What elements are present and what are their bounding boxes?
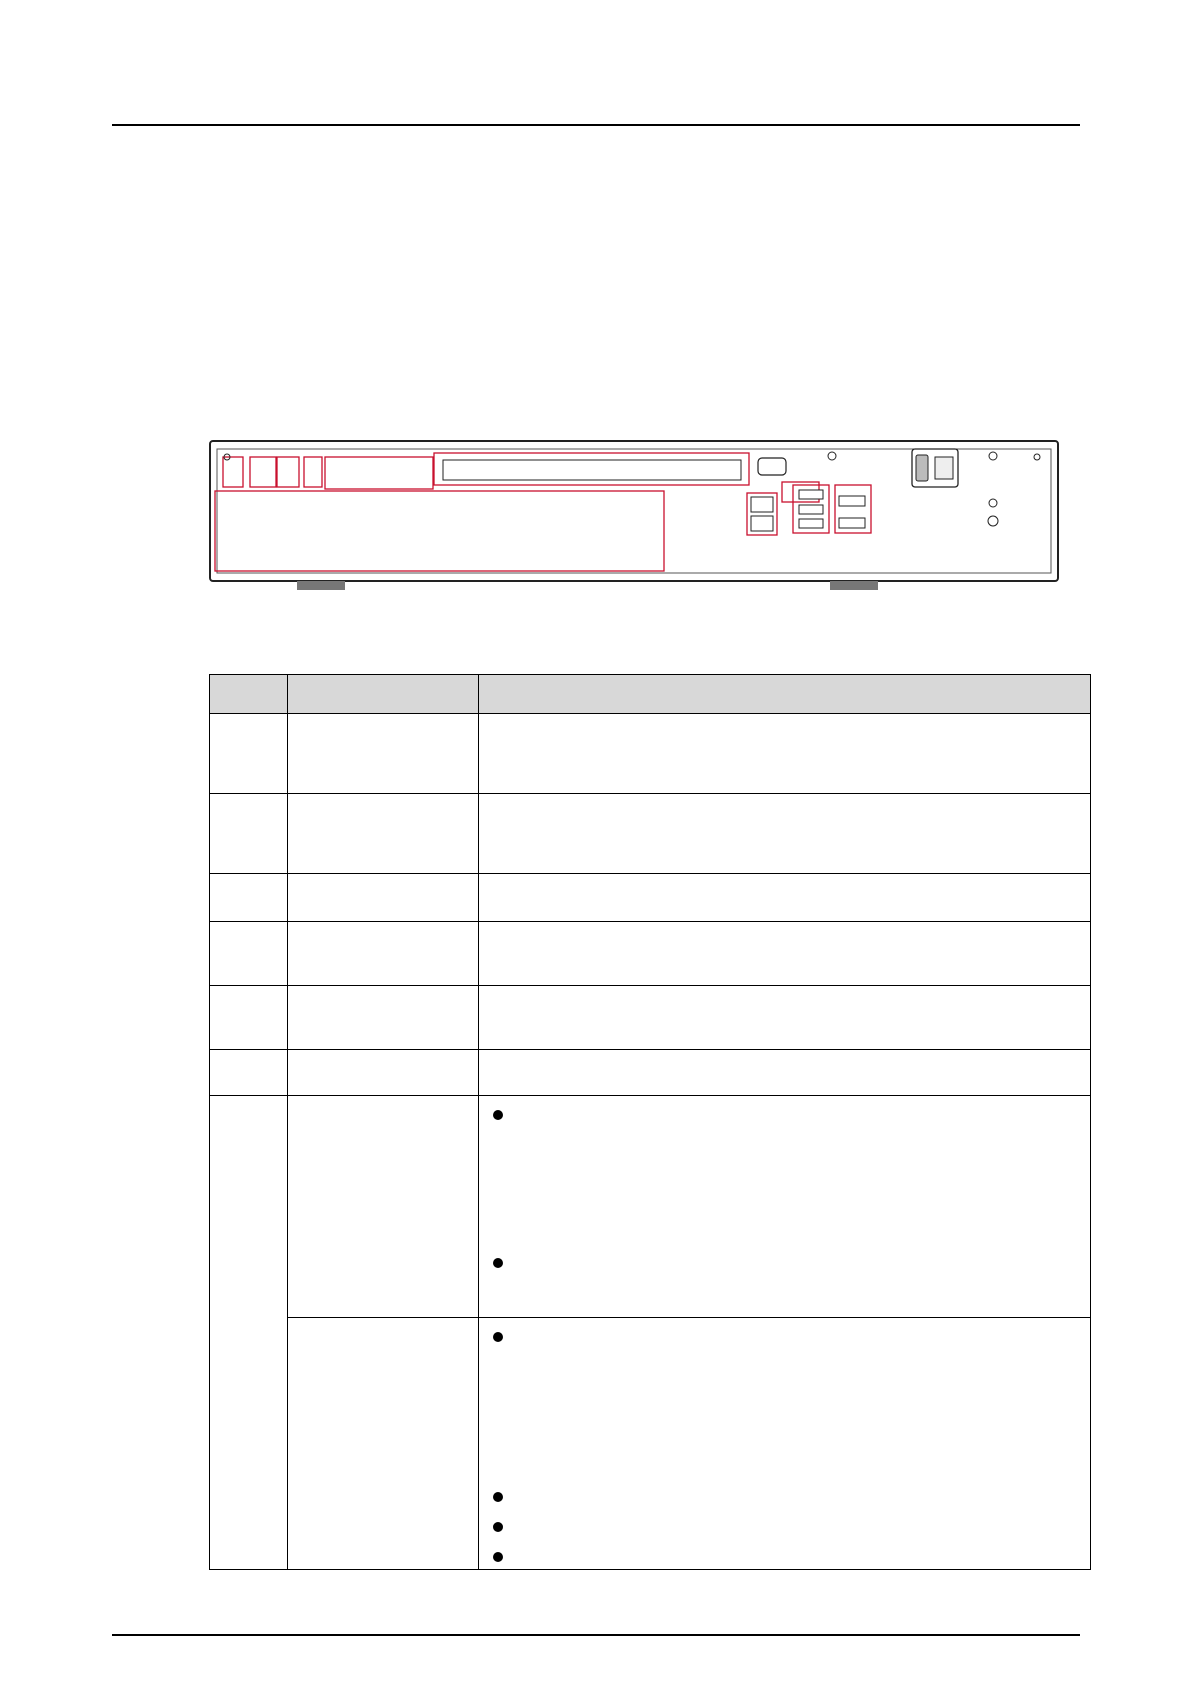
row-no <box>210 922 288 986</box>
row-no-merged <box>210 1096 288 1570</box>
rear-panel-figure <box>205 393 1065 619</box>
foot-right <box>830 581 878 590</box>
row-desc <box>479 794 1091 874</box>
bullet-item <box>493 1318 1076 1348</box>
foot-left <box>297 581 345 590</box>
bullet-icon <box>493 1332 503 1342</box>
row-desc <box>479 986 1091 1050</box>
table-row <box>210 922 1091 986</box>
row-name <box>288 1050 479 1096</box>
hdmi-port-2 <box>839 518 865 528</box>
screw-top-left <box>828 452 836 460</box>
table-row <box>210 1050 1091 1096</box>
table-row <box>210 1096 1091 1318</box>
row-name <box>288 874 479 922</box>
row-name <box>288 1096 479 1318</box>
table-header-row <box>210 675 1091 714</box>
row-no <box>210 874 288 922</box>
col-name-header <box>288 675 479 714</box>
ground-terminal <box>988 516 998 526</box>
power-socket <box>935 457 953 479</box>
row-desc-bullets <box>479 1096 1091 1318</box>
screw-right <box>989 499 997 507</box>
port-description-table <box>209 674 1091 1570</box>
row-no <box>210 986 288 1050</box>
bullet-icon <box>493 1552 503 1562</box>
row-no <box>210 794 288 874</box>
screw-top-right <box>989 452 997 460</box>
bullet-item <box>493 1096 1076 1126</box>
row-no <box>210 714 288 794</box>
hdmi-port-1 <box>839 496 865 506</box>
vga-port <box>758 458 786 475</box>
row-name <box>288 794 479 874</box>
row-desc <box>479 922 1091 986</box>
row-desc <box>479 714 1091 794</box>
usb-port-2 <box>799 519 823 528</box>
table-row <box>210 794 1091 874</box>
power-switch <box>916 455 928 481</box>
brand-logo <box>122 72 262 124</box>
table-row <box>210 986 1091 1050</box>
footer-rule <box>112 1634 1080 1636</box>
bullet-item <box>493 1538 1076 1568</box>
rs232-port <box>751 516 773 531</box>
table-row <box>210 874 1091 922</box>
row-desc <box>479 874 1091 922</box>
row-no <box>210 1050 288 1096</box>
bullet-icon <box>493 1492 503 1502</box>
screw-b <box>1034 454 1040 460</box>
row-desc-bullets <box>479 1318 1091 1570</box>
col-no-header <box>210 675 288 714</box>
col-desc-header <box>479 675 1091 714</box>
alarm-terminal-block <box>443 460 741 480</box>
bullet-icon <box>493 1258 503 1268</box>
row-desc <box>479 1050 1091 1096</box>
bullet-item <box>493 1508 1076 1538</box>
bullet-item <box>493 1244 1076 1274</box>
row-name <box>288 1318 479 1570</box>
table-row <box>210 1318 1091 1570</box>
esata-port <box>799 490 823 499</box>
usb-port-1 <box>799 505 823 514</box>
header-rule <box>112 124 1080 126</box>
row-name <box>288 922 479 986</box>
bullet-icon <box>493 1110 503 1120</box>
network-port <box>751 497 773 512</box>
row-name <box>288 986 479 1050</box>
bullet-item <box>493 1478 1076 1508</box>
bullet-icon <box>493 1522 503 1532</box>
table-row <box>210 714 1091 794</box>
row-name <box>288 714 479 794</box>
